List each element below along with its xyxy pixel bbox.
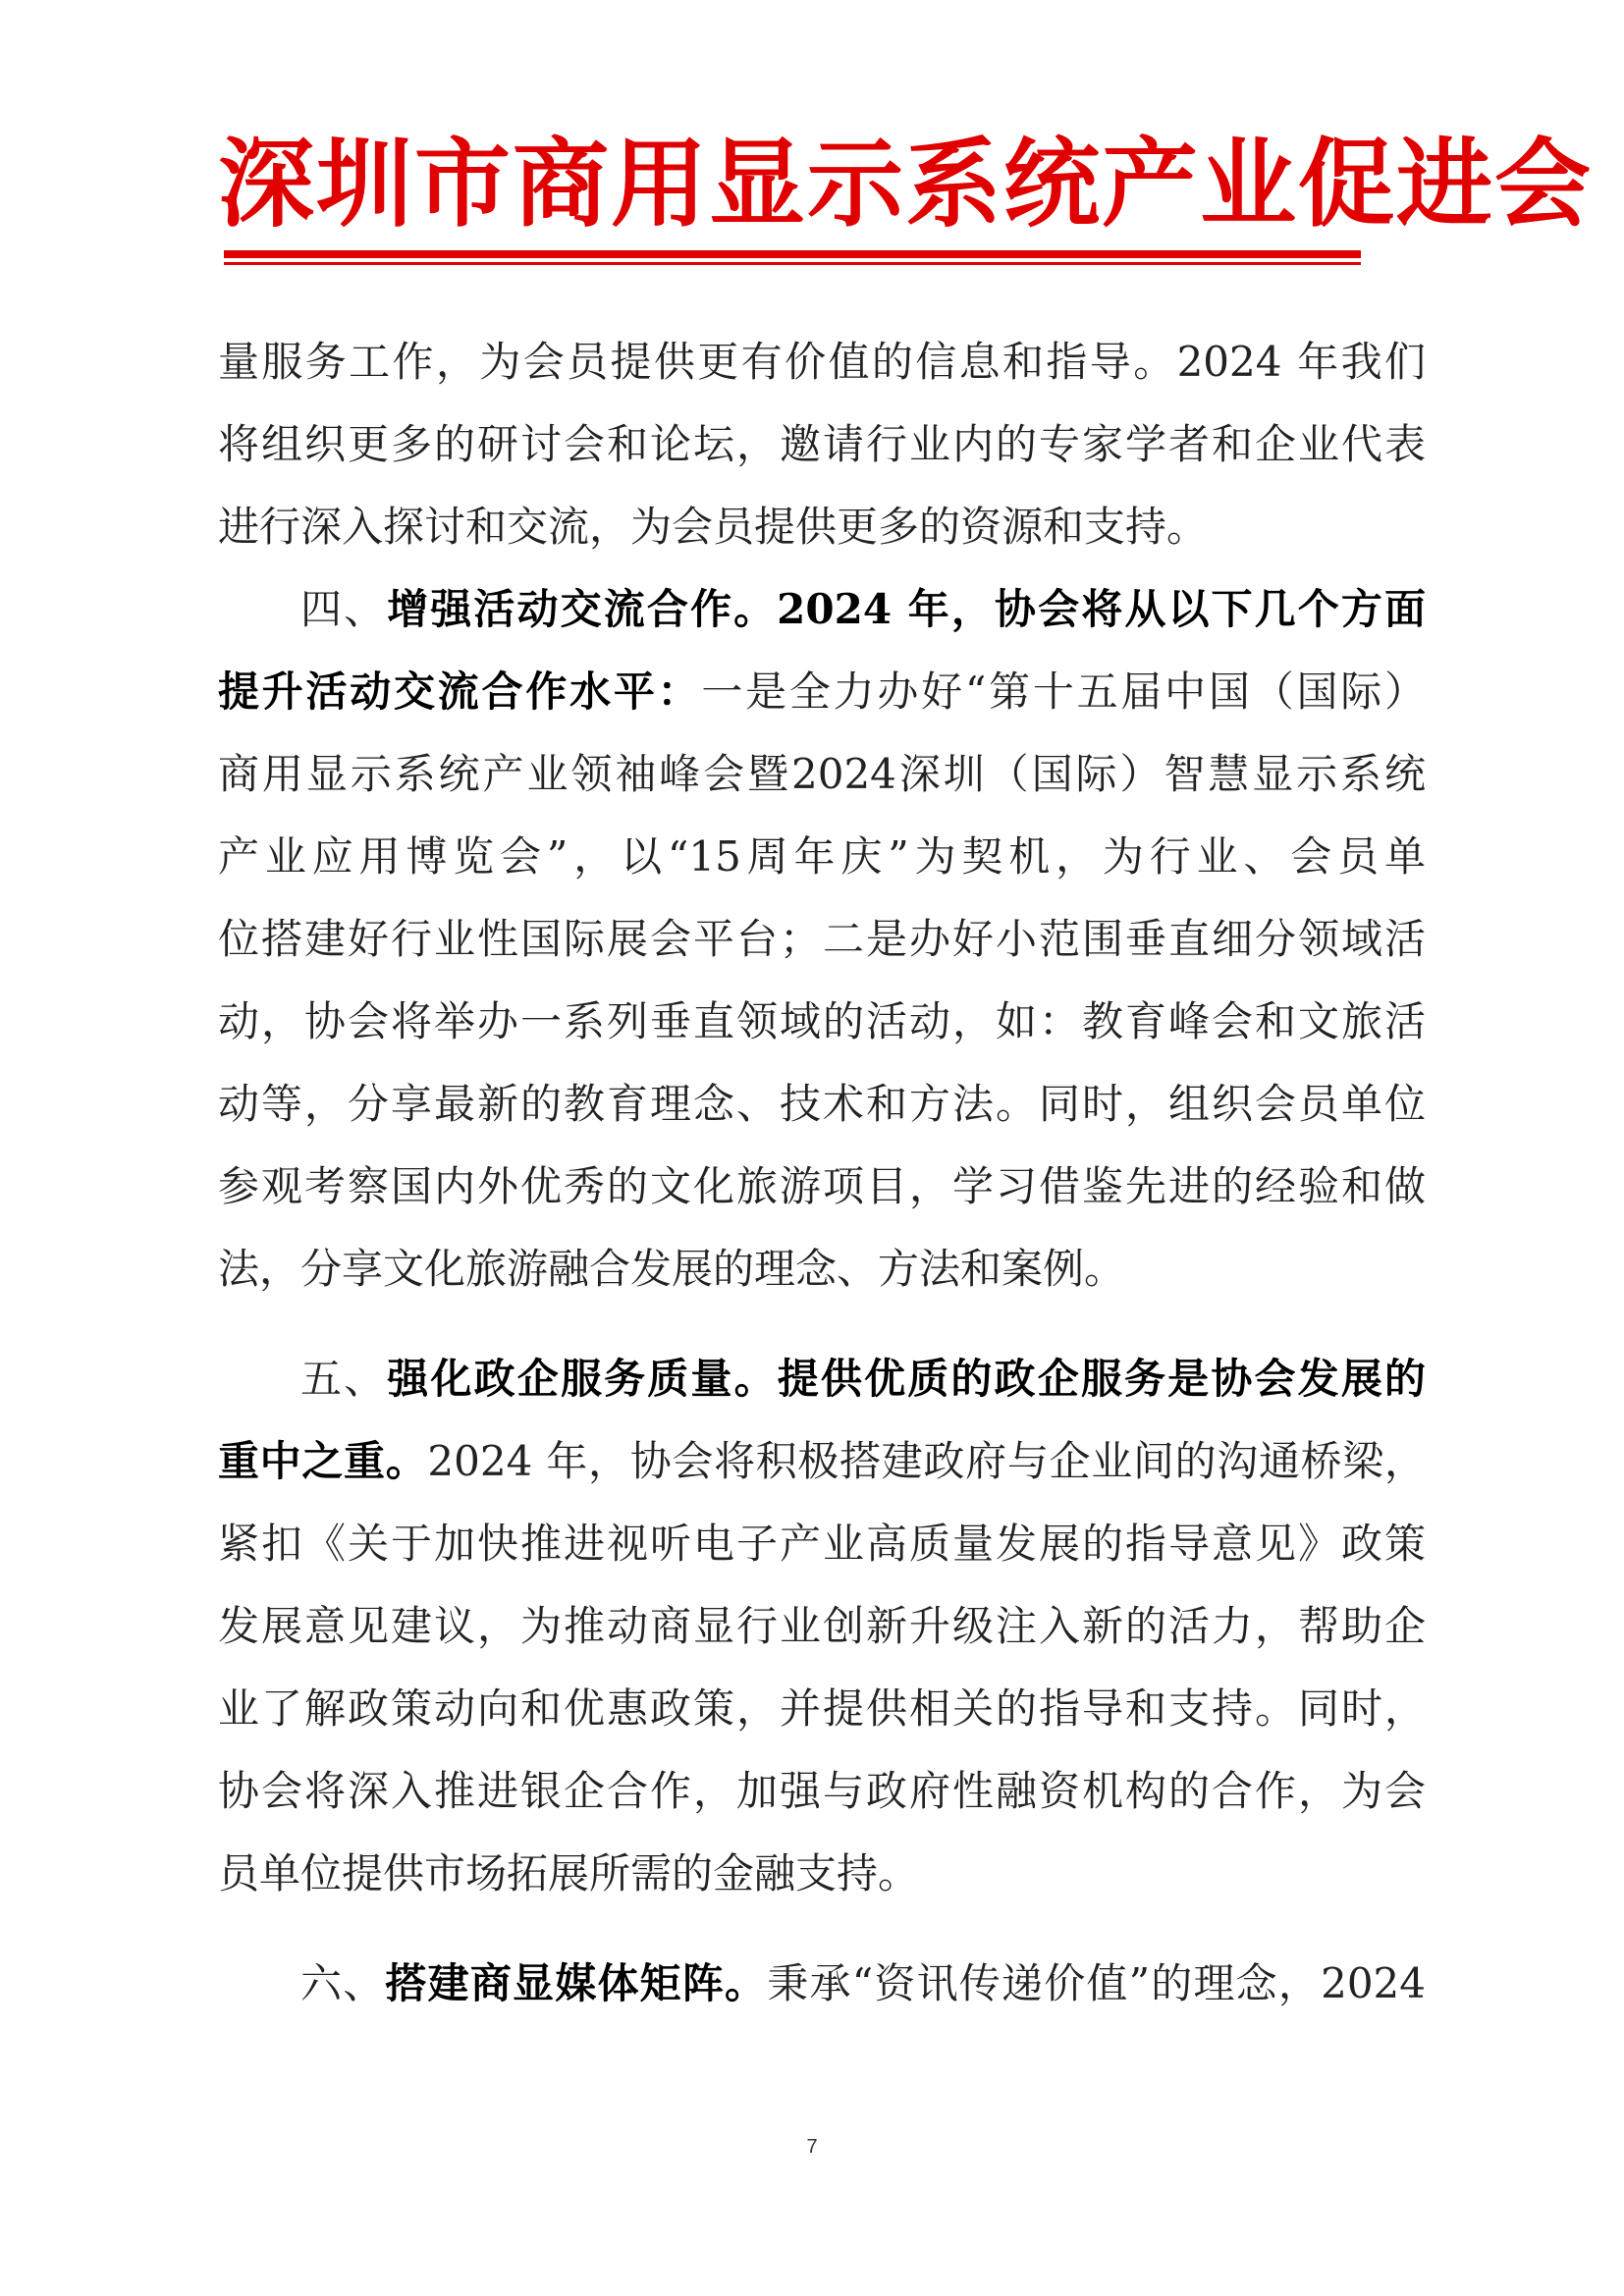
paragraph-government-services bbox=[218, 1338, 1426, 1915]
page-number: 7 bbox=[806, 2136, 818, 2158]
section-heading-continued: 提升活动交流合作水平： bbox=[218, 667, 702, 716]
text-line: 动等，分享最新的教育理念、技术和方法。同时，组织会员单位 bbox=[218, 1080, 1426, 1128]
text-line: 产业应用博览会”，以“15周年庆”为契机，为行业、会员单 bbox=[218, 832, 1426, 881]
section-number: 四、 bbox=[300, 585, 388, 633]
text-line bbox=[218, 1420, 1426, 1503]
text-line: 参观考察国内外优秀的文化旅游项目，学习借鉴先进的经验和做 bbox=[218, 1162, 1426, 1210]
paragraph-gap bbox=[218, 1915, 1426, 1943]
text-line: 员单位提供市场拓展所需的金融支持。 bbox=[218, 1849, 920, 1897]
header-rule-thick bbox=[224, 250, 1361, 258]
text-line: 动，协会将举办一系列垂直领域的活动，如：教育峰会和文旅活 bbox=[218, 997, 1426, 1045]
text-line: 将组织更多的研讨会和论坛，邀请行业内的专家学者和企业代表 bbox=[218, 420, 1426, 468]
text-line: 商用显示系统产业领袖峰会暨2024深圳（国际）智慧显示系统 bbox=[218, 750, 1426, 798]
section-heading: 增强活动交流合作。2024 年，协会将从以下几个方面 bbox=[387, 585, 1426, 633]
text-line: 法，分享文化旅游融合发展的理念、方法和案例。 bbox=[218, 1245, 1126, 1293]
paragraph-activity-exchange bbox=[218, 568, 1426, 1310]
line-text: 一是全力办好“第十五届中国（国际） bbox=[701, 667, 1426, 716]
text-line: 进行深入探讨和交流，为会员提供更多的资源和支持。 bbox=[218, 503, 1209, 551]
section-heading: 搭建商显媒体矩阵。 bbox=[385, 1959, 768, 2007]
section-number: 五、 bbox=[300, 1355, 388, 1403]
text-line bbox=[218, 651, 1426, 733]
section-heading: 强化政企服务质量。提供优质的政企服务是协会发展的 bbox=[387, 1355, 1426, 1403]
header-rule-thin bbox=[224, 262, 1361, 265]
text-line: 发展意见建议，为推动商显行业创新升级注入新的活力，帮助企 bbox=[218, 1602, 1426, 1650]
text-line bbox=[218, 1943, 1426, 2025]
line-text: 2024 年，协会将积极搭建政府与企业间的沟通桥梁， bbox=[427, 1437, 1426, 1485]
section-number: 六、 bbox=[300, 1959, 386, 2007]
section-heading-continued: 重中之重。 bbox=[218, 1437, 428, 1485]
line-text: 秉承“资讯传递价值”的理念，2024 bbox=[767, 1959, 1426, 2007]
document-body bbox=[218, 321, 1426, 2025]
paragraph-media-matrix bbox=[218, 1943, 1426, 2025]
paragraph-gap bbox=[218, 1310, 1426, 1338]
text-line: 紧扣《关于加快推进视听电子产业高质量发展的指导意见》政策 bbox=[218, 1520, 1426, 1568]
text-line: 业了解政策动向和优惠政策，并提供相关的指导和支持。同时， bbox=[218, 1684, 1426, 1733]
text-line bbox=[218, 568, 1426, 651]
text-line: 量服务工作，为会员提供更有价值的信息和指导。2024 年我们 bbox=[218, 338, 1426, 386]
text-line: 协会将深入推进银企合作，加强与政府性融资机构的合作，为会 bbox=[218, 1767, 1426, 1815]
text-line bbox=[218, 1338, 1426, 1420]
text-line: 位搭建好行业性国际展会平台；二是办好小范围垂直细分领域活 bbox=[218, 915, 1426, 963]
paragraph-member-services bbox=[218, 321, 1426, 568]
organization-title: 深圳市商用显示系统产业促进会 bbox=[218, 128, 1594, 240]
